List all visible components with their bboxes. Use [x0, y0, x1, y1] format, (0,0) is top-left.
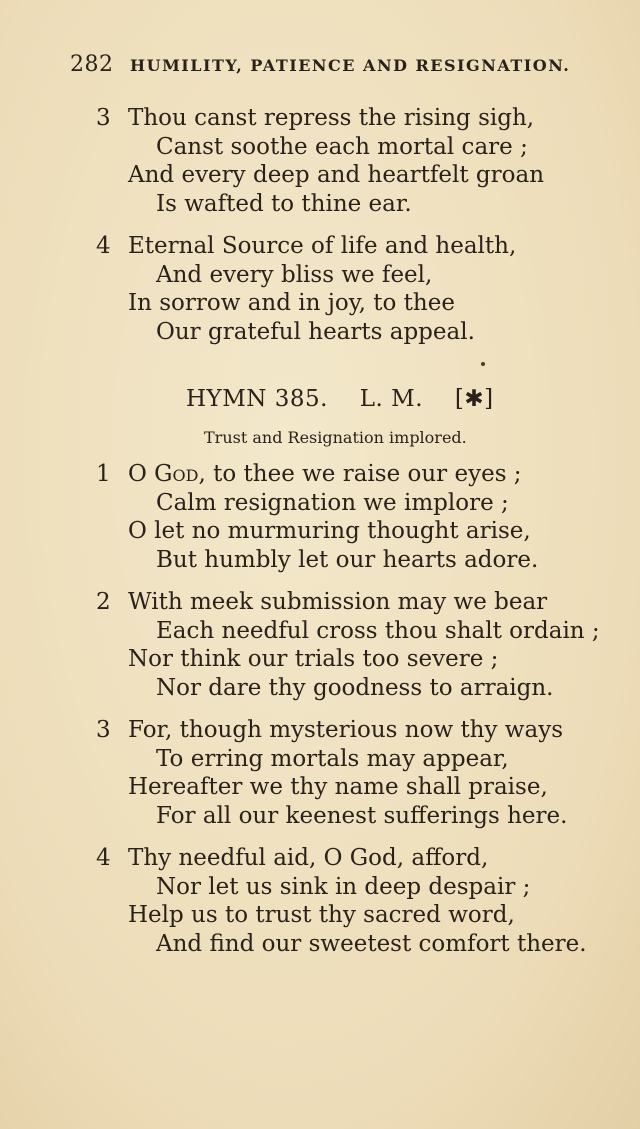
stanza-2: [96, 588, 600, 702]
verse-line: Calm resignation we implore ;: [156, 489, 509, 516]
verse-line: For, though mysterious now thy ways: [128, 717, 564, 743]
stanza-number: 3: [96, 717, 111, 743]
stanza-number: 2: [96, 589, 111, 615]
verse-line: And find our sweetest comfort there.: [156, 930, 587, 957]
divine-name: God,: [154, 461, 206, 487]
verse-line: But humbly let our hearts adore.: [156, 546, 539, 573]
verse-line: Help us to trust thy sacred word,: [128, 902, 515, 929]
stanza-number: 4: [96, 845, 111, 871]
stanza-number: 4: [96, 233, 111, 259]
verse-line: Each needful cross thou shalt ordain ;: [156, 617, 600, 644]
stanza-3-previous-hymn: [96, 104, 544, 218]
first-line-rest: to thee we raise our eyes ;: [205, 461, 522, 487]
page-number: 282: [70, 52, 114, 77]
stanza-3: [96, 716, 567, 830]
hymn-meter: L. M.: [359, 386, 424, 412]
hymn-subtitle: Trust and Resignation implored.: [204, 428, 467, 447]
stanza-4-previous-hymn: [96, 232, 516, 346]
stanza-number: 1: [96, 461, 111, 487]
running-header: [70, 52, 590, 78]
verse-line: For all our keenest sufferings here.: [156, 802, 568, 829]
verse-line: Is wafted to thine ear.: [156, 190, 412, 217]
verse-line: Thy needful aid, O God, afford,: [128, 845, 489, 871]
verse-line: Nor think our trials too severe ;: [128, 646, 499, 673]
verse-line: Nor dare thy goodness to arraign.: [156, 674, 554, 701]
hymn-heading: [186, 386, 518, 412]
verse-line: And every deep and heartfelt groan: [128, 162, 545, 189]
verse-line: Our grateful hearts appeal.: [156, 318, 475, 345]
print-speck: [481, 362, 485, 366]
verse-line: Thou canst repress the rising sigh,: [128, 105, 535, 131]
verse-line: Hereafter we thy name shall praise,: [128, 774, 548, 801]
verse-line: Canst soothe each mortal care ;: [156, 133, 528, 160]
verse-line: With meek submission may we bear: [128, 589, 548, 615]
running-title: HUMILITY, PATIENCE AND RESIGNATION.: [130, 56, 571, 75]
verse-line: [128, 460, 538, 489]
first-word: O: [128, 461, 147, 487]
stanza-4: [96, 844, 587, 958]
verse-line: Eternal Source of life and health,: [128, 233, 517, 259]
hymn-mark: [✱]: [454, 386, 494, 412]
verse-line: Nor let us sink in deep despair ;: [156, 873, 531, 900]
verse-line: To erring mortals may appear,: [156, 745, 509, 772]
stanza-number: 3: [96, 105, 111, 131]
stanza-1: [96, 460, 538, 574]
verse-line: And every bliss we feel,: [156, 261, 433, 288]
hymn-number: HYMN 385.: [186, 386, 328, 412]
verse-line: In sorrow and in joy, to thee: [128, 290, 455, 317]
verse-line: O let no murmuring thought arise,: [128, 518, 531, 545]
